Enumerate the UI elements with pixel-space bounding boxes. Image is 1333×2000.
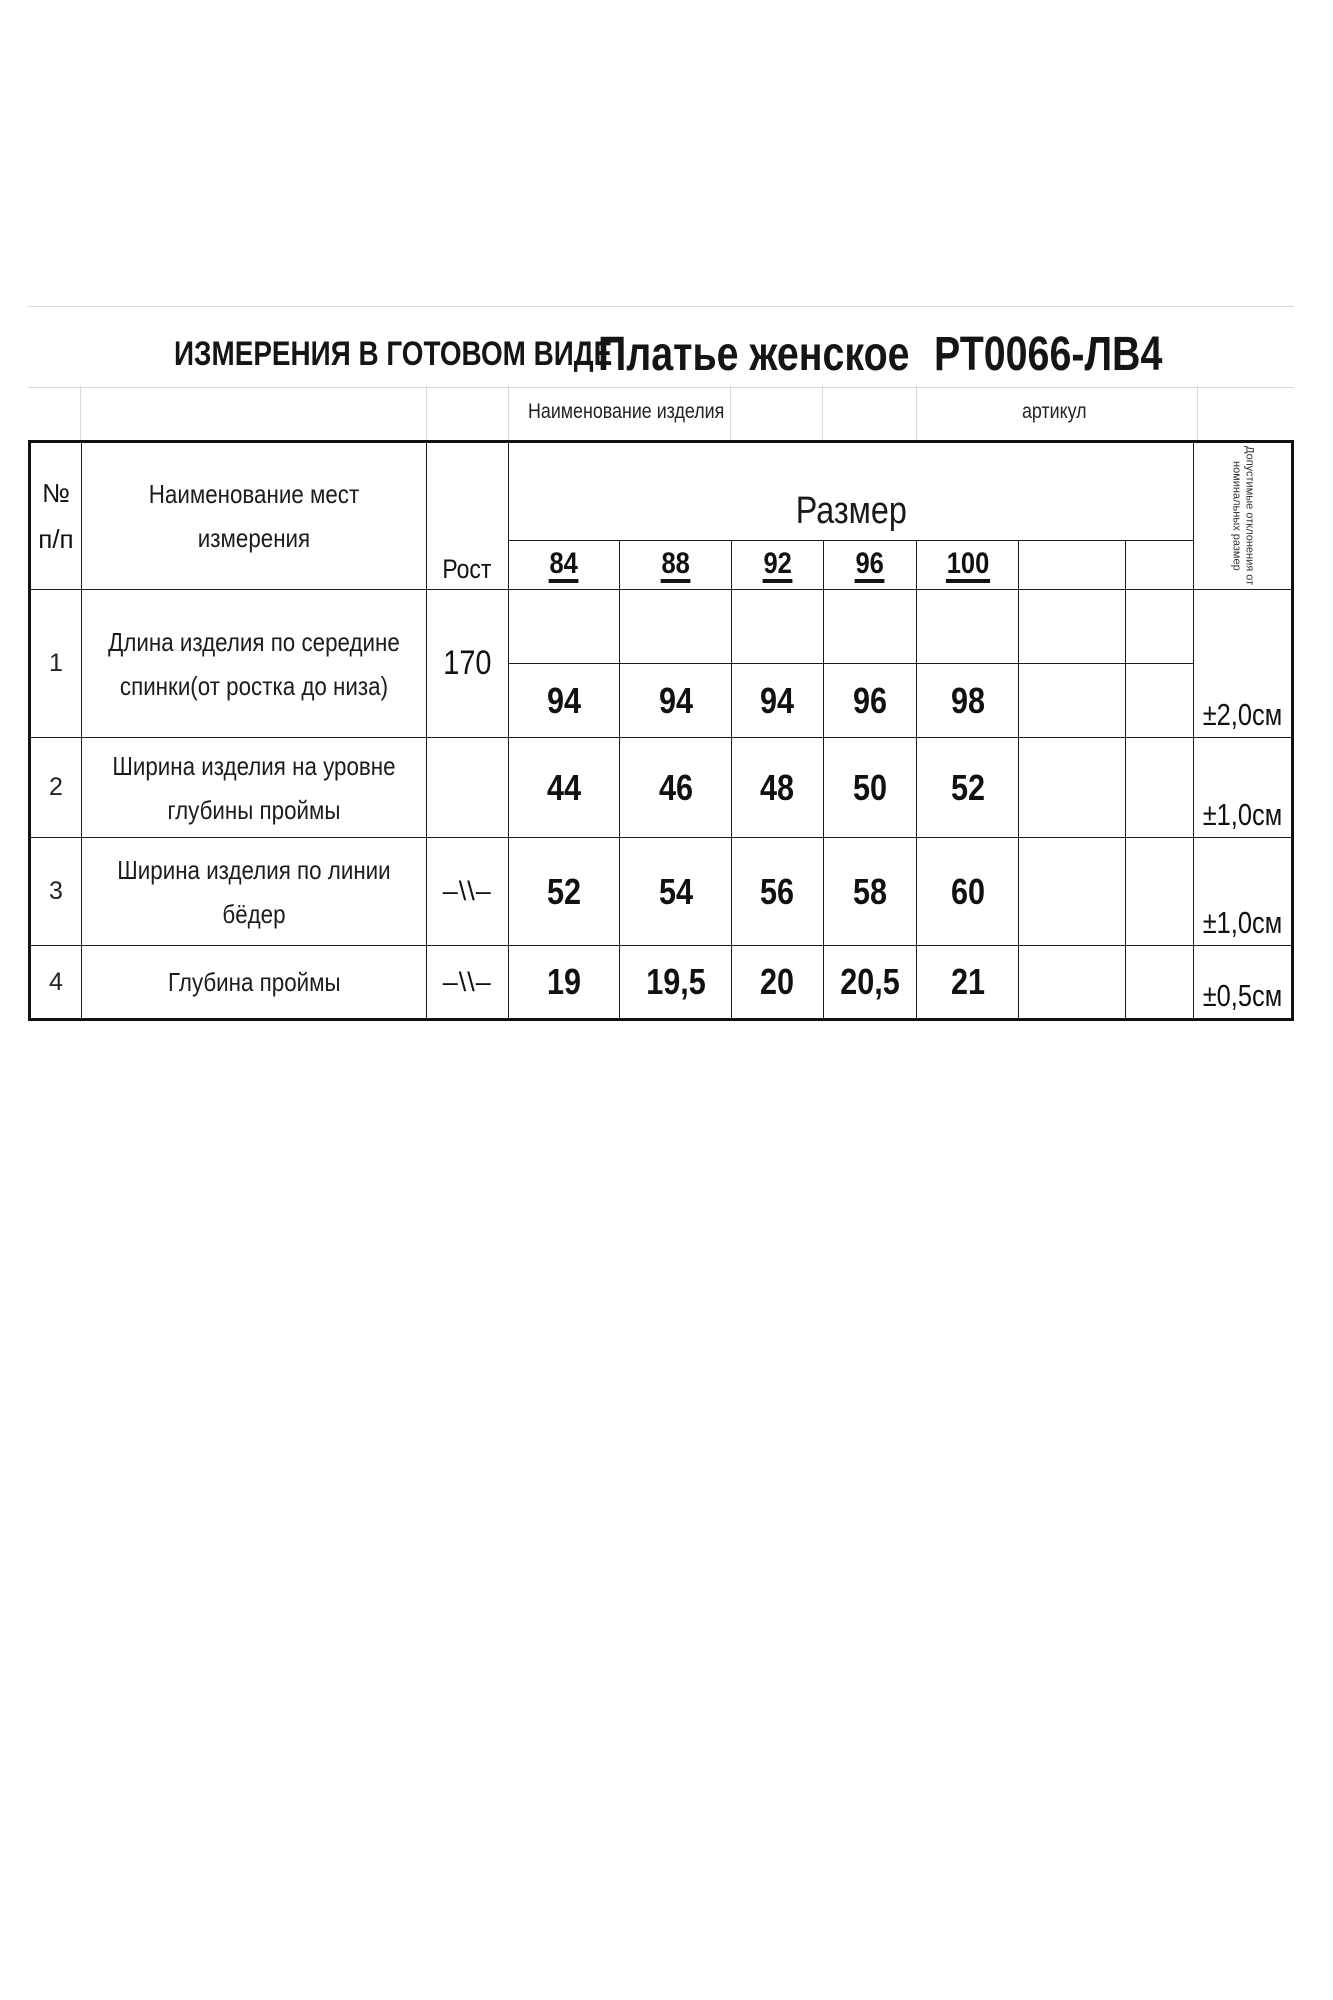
column-header-tolerance: Допустимые отклонения от номинальных размер [1194,442,1293,590]
size-value: 52 [917,738,1019,838]
size-value: 20,5 [823,946,917,1020]
row-number: 1 [30,590,82,738]
row-tolerance: ±1,0см [1194,738,1293,838]
product-article: РТ0066-ЛВ4 [934,328,1163,381]
column-header-name: Наименование мест измерения [81,442,426,590]
row-name: Ширина изделия по линии бёдер [81,838,426,946]
size-value: 50 [823,738,917,838]
row-growth: –\\– [426,838,508,946]
row-name: Ширина изделия на уровне глубины проймы [81,738,426,838]
row-name: Глубина проймы [81,946,426,1020]
row-name: Длина изделия по середине спинки(от ростка до низа) [81,590,426,738]
size-value: 52 [508,838,620,946]
row-tolerance: ±2,0см [1194,590,1293,738]
title-row [28,306,1294,388]
table-row [30,738,1293,838]
size-header: 96 [823,541,917,590]
empty-size-cell [1019,541,1126,590]
column-header-number: № п/п [30,442,82,590]
size-header: 88 [620,541,732,590]
sheet-heading: ИЗМЕРЕНИЯ В ГОТОВОМ ВИДЕ [174,335,613,373]
size-value: 44 [508,738,620,838]
row-number: 2 [30,738,82,838]
size-value: 48 [731,738,823,838]
row-tolerance: ±1,0см [1194,838,1293,946]
row-number: 4 [30,946,82,1020]
size-value: 54 [620,838,732,946]
row-number: 3 [30,838,82,946]
size-value: 21 [917,946,1019,1020]
size-value: 98 [917,664,1019,738]
size-value: 96 [823,664,917,738]
size-value: 19 [508,946,620,1020]
column-header-size: Размер [508,442,1193,541]
size-header: 100 [917,541,1019,590]
size-value: 20 [731,946,823,1020]
column-header-growth: Рост [426,442,508,590]
row-tolerance: ±0,5см [1194,946,1293,1020]
row-growth: –\\– [426,946,508,1020]
size-value: 58 [823,838,917,946]
size-header: 92 [731,541,823,590]
table-row [30,946,1293,1020]
table-row [30,838,1293,946]
row-growth: 170 [426,590,508,738]
size-value: 94 [620,664,732,738]
empty-size-cell [1126,541,1194,590]
article-hint: артикул [1022,400,1087,423]
size-value: 94 [731,664,823,738]
product-name: Платье женское [598,328,910,381]
size-header: 84 [508,541,620,590]
row-growth [426,738,508,838]
product-name-hint: Наименование изделия [528,400,725,423]
size-value: 60 [917,838,1019,946]
size-value: 19,5 [620,946,732,1020]
size-value: 94 [508,664,620,738]
size-value: 46 [620,738,732,838]
measurement-sheet [28,306,1294,1024]
table-row [30,590,1293,664]
measurement-table [28,440,1294,1021]
hint-row [28,386,1294,441]
size-value: 56 [731,838,823,946]
